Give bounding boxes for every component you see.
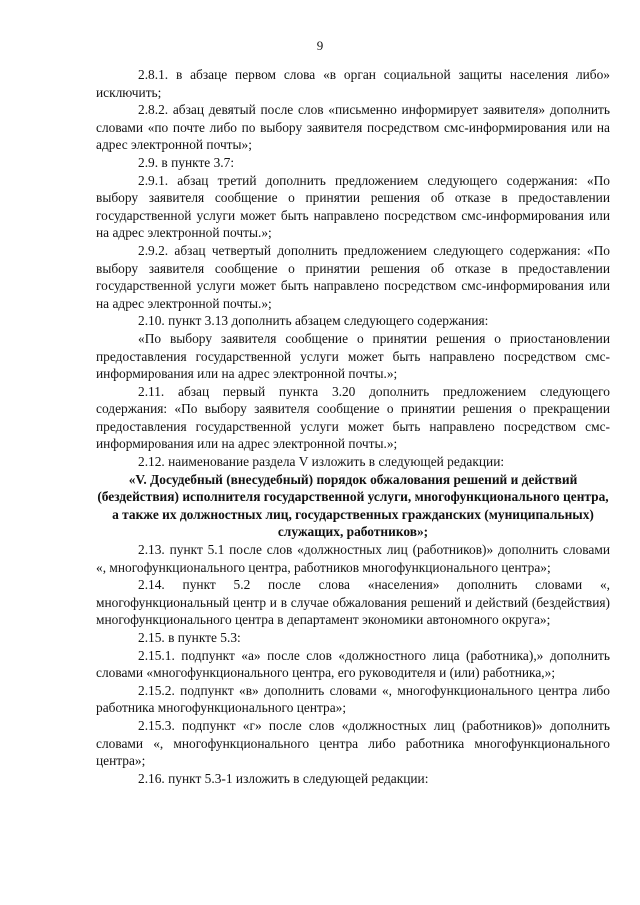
paragraph-2-8-1: 2.8.1. в абзаце первом слова «в орган социальной защиты населения либо» исключить; (96, 67, 610, 100)
document-body (96, 66, 610, 787)
paragraph-2-15-2: 2.15.2. подпункт «в» дополнить словами «, многофункционального центра либо работника многофункционального центра»; (96, 682, 610, 716)
paragraph-2-15: 2.15. в пункте 5.3: (138, 630, 241, 645)
paragraph-2-15-1: 2.15.1. подпункт «а» после слов «должностного лица (работника),» дополнить словами «многофункционального центра, его руководителя и (или) работника,»; (96, 647, 610, 681)
section-v-heading: «V. Досудебный (внесудебный) порядок обжалования решений и действий (бездействия) исполнителя государственной услуги, многофункционального центра, а также их должностных лиц, государственных гражданских (муниципальных) служащих, работников»; (97, 471, 609, 540)
paragraph-2-10: 2.10. пункт 3.13 дополнить абзацем следующего содержания: (138, 313, 489, 329)
paragraph-2-14: 2.14. пункт 5.2 после слова «населения» дополнить словами «, многофункциональный центр и в случае обжалования решений и действий (бездействия) многофункционального центра в департамент экономики автономного округа»; (96, 577, 610, 628)
paragraph-2-11: 2.11. абзац первый пункта 3.20 дополнить предложением следующего содержания: «По выбору заявителя сообщение о принятии решения о прекращении предоставления государственной услуги может быть направлено посредством смс-информирования или на адрес электронной почты.»; (96, 383, 610, 452)
paragraph-2-9-1: 2.9.1. абзац третий дополнить предложением следующего содержания: «По выбору заявителя сообщение о принятии решения об отказе в предоставлении государственной услуги может быть направлено посредством смс-информирования или на адрес электронной почты.»; (96, 172, 610, 241)
paragraph-2-8-2: 2.8.2. абзац девятый после слов «письменно информирует заявителя» дополнить словами «по почте либо по выбору заявителя посредством смс-информирования или на адрес электронной почты»; (96, 102, 610, 153)
paragraph-2-13: 2.13. пункт 5.1 после слов «должностных лиц (работников)» дополнить словами «, многофункционального центра, работников многофункционального центра»; (96, 542, 610, 575)
paragraph-2-15-3: 2.15.3. подпункт «г» после слов «должностных лиц (работников)» дополнить словами «, многофункционального центра либо работника многофункционального центра»; (96, 717, 610, 769)
page-number: 9 (316, 38, 324, 53)
paragraph-2-10-quote: «По выбору заявителя сообщение о принятии решения о приостановлении предоставления государственной услуги может быть направлено посредством смс-информирования или на адрес электронной почты.»; (96, 330, 610, 382)
paragraph-2-9: 2.9. в пункте 3.7: (138, 154, 235, 170)
paragraph-2-9-2: 2.9.2. абзац четвертый дополнить предложением следующего содержания: «По выбору заявителя сообщение о принятии решения об отказе в предоставлении государственной услуги может быть направлено посредством смс-информирования или на адрес электронной почты.»; (96, 242, 610, 311)
paragraph-2-12: 2.12. наименование раздела V изложить в следующей редакции: (138, 454, 505, 470)
paragraph-2-16: 2.16. пункт 5.3-1 изложить в следующей редакции: (138, 770, 429, 786)
